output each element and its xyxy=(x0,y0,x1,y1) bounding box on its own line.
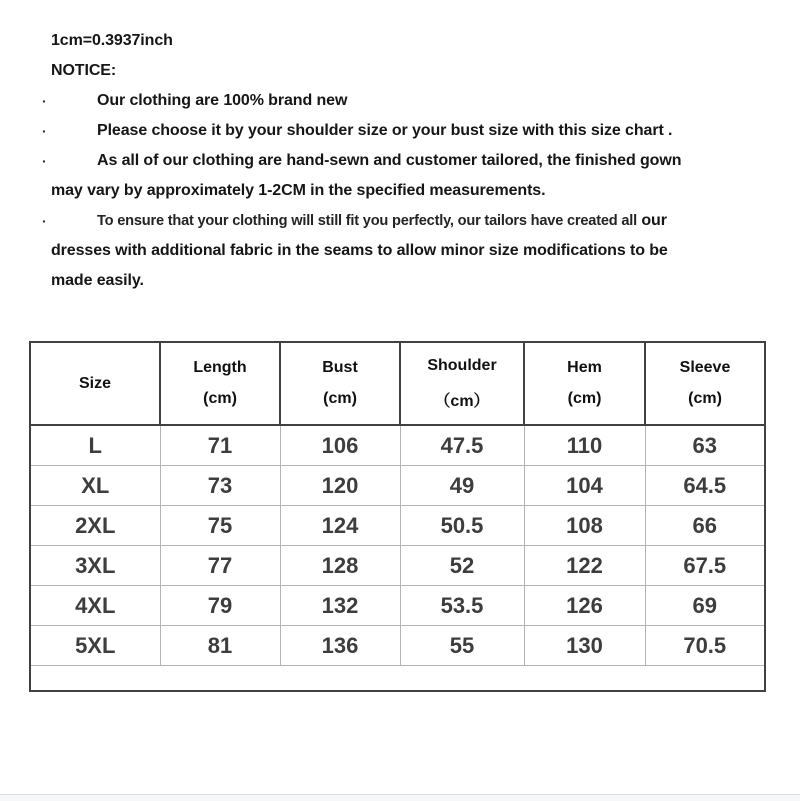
cell-sleeve: 67.5 xyxy=(645,546,765,586)
cell-size: 2XL xyxy=(30,506,160,546)
cell-shoulder: 50.5 xyxy=(400,506,524,546)
table-row xyxy=(30,546,765,586)
cell-length: 71 xyxy=(160,425,280,466)
cell-shoulder: 53.5 xyxy=(400,586,524,626)
filler-cell xyxy=(30,666,765,692)
bullet-dot-icon: · xyxy=(42,123,47,139)
column-header-size: Size xyxy=(30,342,160,425)
column-header-hem: Hem (cm) xyxy=(524,342,645,425)
cell-length: 75 xyxy=(160,506,280,546)
notice-item-4-text: To ensure that your clothing will still fit you perfectly, our tailors have created all xyxy=(97,213,637,229)
notice-item-3-continued: may vary by approximately 1-2CM in the specified measurements. xyxy=(51,182,546,199)
column-header-shoulder: Shoulder （cm） xyxy=(400,342,524,425)
cell-bust: 136 xyxy=(280,626,400,666)
notice-item-3 xyxy=(42,146,771,176)
notice-item-1 xyxy=(42,86,771,116)
cell-size: 3XL xyxy=(30,546,160,586)
table-filler-row xyxy=(30,666,765,692)
cell-size: 4XL xyxy=(30,586,160,626)
column-header-sleeve: Sleeve (cm) xyxy=(645,342,765,425)
notice-item-4 xyxy=(42,206,771,236)
cell-size: 5XL xyxy=(30,626,160,666)
notice-item-4-continued: dresses with additional fabric in the seams to allow minor size modifications to be xyxy=(51,242,668,259)
cell-size: XL xyxy=(30,466,160,506)
cell-shoulder: 52 xyxy=(400,546,524,586)
cell-length: 73 xyxy=(160,466,280,506)
cell-hem: 110 xyxy=(524,425,645,466)
cell-sleeve: 70.5 xyxy=(645,626,765,666)
table-row xyxy=(30,425,765,466)
notice-item-2 xyxy=(42,116,771,146)
scale-note: 1cm=0.3937inch xyxy=(51,32,173,49)
notice-item-1-text: Our clothing are 100% brand new xyxy=(97,92,348,109)
size-chart-table xyxy=(29,341,766,692)
table-row xyxy=(30,466,765,506)
cell-size: L xyxy=(30,425,160,466)
cell-hem: 108 xyxy=(524,506,645,546)
cell-bust: 106 xyxy=(280,425,400,466)
cell-shoulder: 49 xyxy=(400,466,524,506)
cell-shoulder: 55 xyxy=(400,626,524,666)
cell-bust: 132 xyxy=(280,586,400,626)
bullet-dot-icon: · xyxy=(42,153,47,169)
cell-hem: 130 xyxy=(524,626,645,666)
table-row xyxy=(30,626,765,666)
cell-bust: 120 xyxy=(280,466,400,506)
cell-bust: 124 xyxy=(280,506,400,546)
notice-item-3-text: As all of our clothing are hand-sewn and customer tailored, the finished gown xyxy=(97,152,682,169)
cell-length: 81 xyxy=(160,626,280,666)
cell-hem: 122 xyxy=(524,546,645,586)
cell-shoulder: 47.5 xyxy=(400,425,524,466)
cell-sleeve: 64.5 xyxy=(645,466,765,506)
column-header-bust: Bust (cm) xyxy=(280,342,400,425)
cell-bust: 128 xyxy=(280,546,400,586)
bullet-dot-icon: · xyxy=(42,213,47,229)
table-row xyxy=(30,586,765,626)
notice-item-4-text-tail: our xyxy=(641,212,667,229)
notice-block xyxy=(42,26,771,296)
bullet-dot-icon: · xyxy=(42,93,47,109)
notice-heading: NOTICE: xyxy=(51,62,117,79)
header-row xyxy=(30,342,765,425)
cell-hem: 126 xyxy=(524,586,645,626)
cell-length: 77 xyxy=(160,546,280,586)
cell-sleeve: 66 xyxy=(645,506,765,546)
column-header-length: Length (cm) xyxy=(160,342,280,425)
cell-length: 79 xyxy=(160,586,280,626)
cell-hem: 104 xyxy=(524,466,645,506)
notice-item-4-continued: made easily. xyxy=(51,272,144,289)
table-row xyxy=(30,506,765,546)
cell-sleeve: 69 xyxy=(645,586,765,626)
notice-item-2-text: Please choose it by your shoulder size or your bust size with this size chart . xyxy=(97,122,673,139)
cell-sleeve: 63 xyxy=(645,425,765,466)
